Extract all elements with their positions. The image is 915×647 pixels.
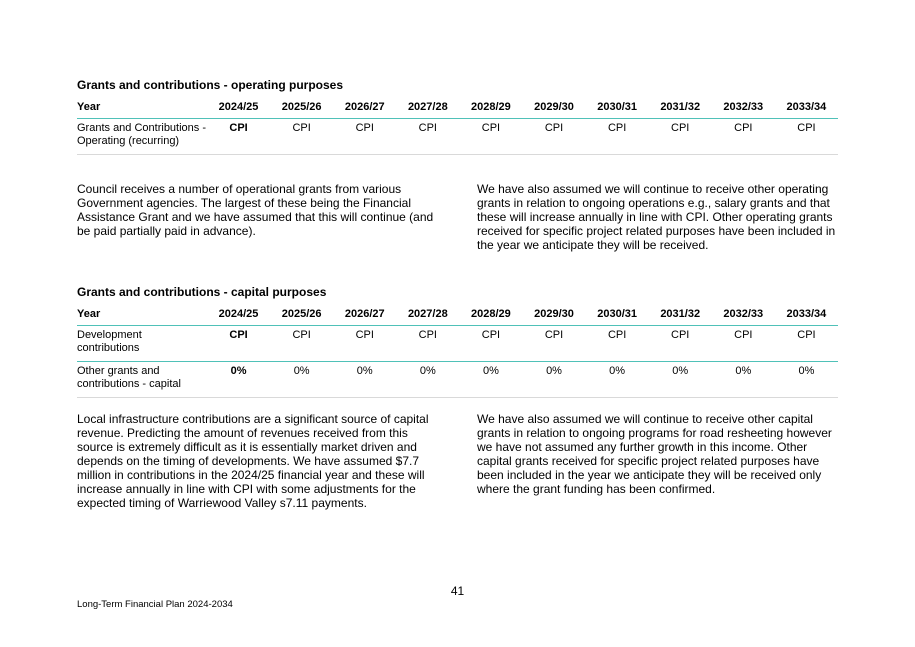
year-header-cell: 2028/29 [471, 101, 511, 113]
table-cell: CPI [229, 329, 248, 341]
year-column-header: Year [77, 101, 101, 113]
table-cell: CPI [418, 329, 437, 341]
table-cell: 0% [546, 365, 562, 377]
year-header-cell: 2033/34 [786, 101, 827, 113]
year-header-cell: 2032/33 [723, 308, 764, 320]
operating-paragraph-right: We have also assumed we will continue to receive other operating grants in relation to ongoing operations e.g., salary grants and that these will increase annually in line with CPI. Other operating grants received for specific project related purposes have been included in the year we anticipate they will be received. [477, 182, 836, 252]
capital-section-title: Grants and contributions - capital purposes [77, 285, 327, 299]
year-header-cell: 2025/26 [281, 101, 322, 113]
year-header-cell: 2027/28 [407, 308, 448, 320]
table-cell: CPI [734, 329, 753, 341]
table-cell: CPI [481, 122, 501, 134]
year-header-cell: 2024/25 [218, 101, 259, 113]
table-cell: CPI [292, 122, 311, 134]
table-row [77, 362, 838, 398]
capital-paragraph-left: Local infrastructure contributions are a significant source of capital revenue. Predicting the amount of revenues received from this source is extremely difficult as it is essentially market driven and depends on the timing of developments. We have assumed $7.7 million in contributions in the 2024/25 financial year and these will increase annually in line with CPI with some adjustments for the expected timing of Warriewood Valley s7.11 payments. [77, 412, 429, 510]
page-number: 41 [450, 584, 465, 598]
row-label: Other grants and contributions - capital [77, 365, 181, 390]
year-header-cell: 2029/30 [534, 308, 574, 320]
year-header-cell: 2026/27 [344, 101, 385, 113]
table-cell: CPI [355, 329, 374, 341]
table-cell: CPI [355, 122, 374, 134]
table-cell: 0% [230, 365, 247, 377]
table-cell: CPI [607, 329, 627, 341]
table-cell: CPI [544, 122, 564, 134]
operating-header-row [77, 96, 838, 119]
year-header-cell: 2030/31 [597, 308, 637, 320]
year-header-cell: 2033/34 [786, 308, 827, 320]
footer-title: Long-Term Financial Plan 2024-2034 [77, 599, 233, 610]
capital-header-row [77, 303, 838, 326]
table-row [77, 326, 838, 362]
table-cell: 0% [356, 365, 373, 377]
table-cell: CPI [797, 329, 816, 341]
year-header-cell: 2026/27 [344, 308, 385, 320]
row-label: Development contributions [77, 329, 142, 354]
year-header-cell: 2031/32 [660, 308, 701, 320]
operating-paragraph-left: Council receives a number of operational grants from various Government agencies. The largest of these being the Financial Assistance Grant and we have assumed that this will continue (and be paid partially paid in advance). [77, 182, 434, 238]
table-cell: CPI [229, 122, 248, 134]
table-cell: CPI [671, 329, 690, 341]
year-header-cell: 2029/30 [534, 101, 574, 113]
year-column-header: Year [77, 308, 101, 320]
table-cell: CPI [418, 122, 437, 134]
capital-paragraph-right: We have also assumed we will continue to receive other capital grants in relation to ongoing programs for road resheeting however we have not assumed any further growth in this income. Other capital grants received for specific project related purposes have been included in the year we anticipate they will be received only where the grant funding has been confirmed. [477, 412, 832, 496]
year-header-cell: 2028/29 [471, 308, 511, 320]
year-header-cell: 2024/25 [218, 308, 259, 320]
table-cell: 0% [419, 365, 436, 377]
table-cell: 0% [293, 365, 310, 377]
table-cell: CPI [797, 122, 816, 134]
table-cell: 0% [798, 365, 815, 377]
year-header-cell: 2032/33 [723, 101, 764, 113]
table-cell: CPI [734, 122, 753, 134]
table-cell: CPI [481, 329, 501, 341]
table-cell: CPI [292, 329, 311, 341]
table-row [77, 119, 838, 155]
operating-section-title: Grants and contributions - operating purposes [77, 78, 344, 92]
year-header-cell: 2027/28 [407, 101, 448, 113]
table-cell: CPI [671, 122, 690, 134]
table-cell: CPI [607, 122, 627, 134]
year-header-cell: 2031/32 [660, 101, 701, 113]
table-cell: 0% [672, 365, 689, 377]
row-label: Grants and Contributions - Operating (recurring) [77, 122, 207, 147]
table-cell: 0% [735, 365, 752, 377]
year-header-cell: 2025/26 [281, 308, 322, 320]
table-cell: 0% [482, 365, 499, 377]
operating-table [77, 96, 838, 155]
year-header-cell: 2030/31 [597, 101, 637, 113]
table-cell: 0% [609, 365, 626, 377]
table-cell: CPI [544, 329, 564, 341]
capital-table [77, 303, 838, 398]
